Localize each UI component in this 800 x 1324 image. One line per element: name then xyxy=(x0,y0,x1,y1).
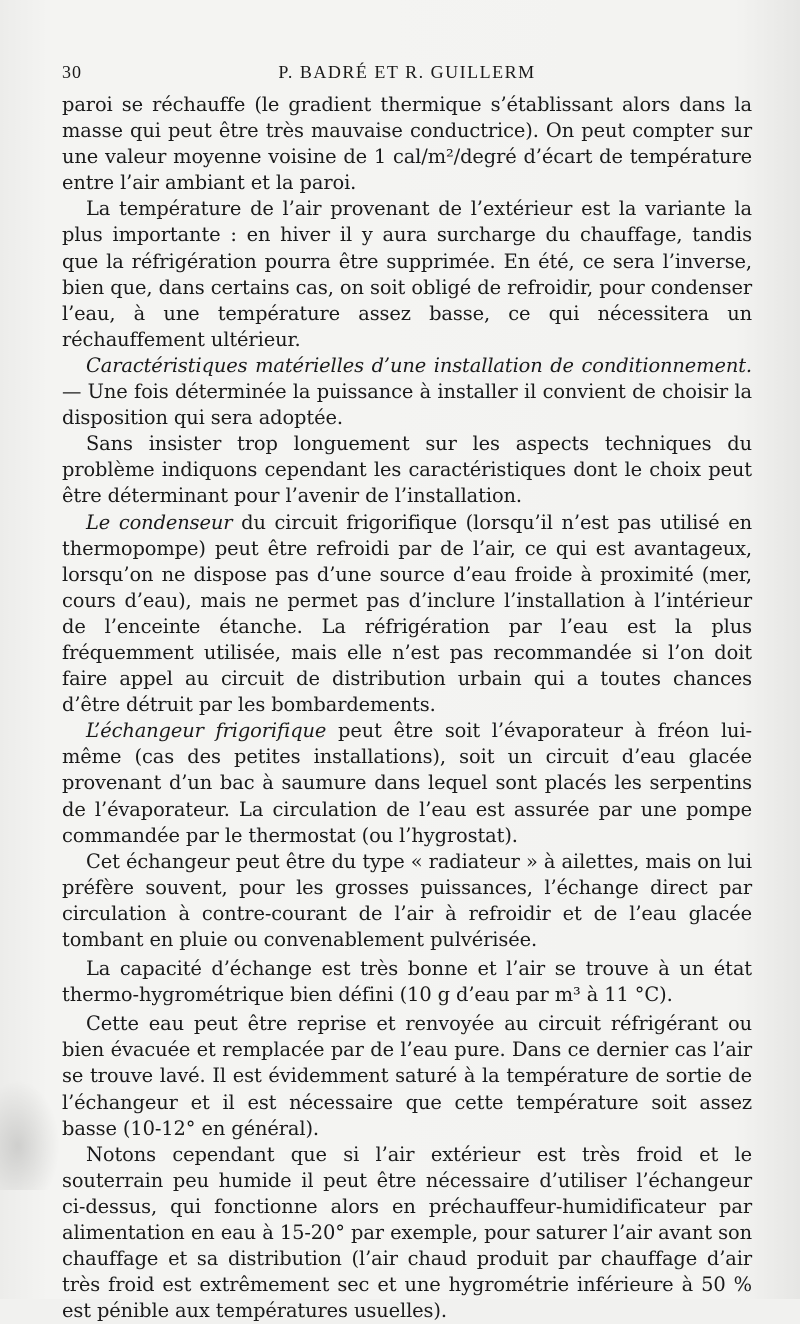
paragraph xyxy=(62,431,752,509)
paragraph-text: La capacité d’échange est très bonne et l’air se trouve à un état thermo-hygrométrique bien défini (10 g d’eau par m³ à 11 °C). xyxy=(62,957,752,1007)
paragraph-text: Cette eau peut être reprise et renvoyée au circuit réfrigérant ou bien évacuée et remplacée par de l’eau pure. Dans ce dernier cas l’air se trouve lavé. Il est évidemment saturé à la température de sortie de l’échangeur et il est nécessaire que cette température soit assez basse (10-12° en général). xyxy=(62,1012,752,1140)
section-heading: Caractéristiques matérielles d’une installation de conditionnement. xyxy=(86,353,752,377)
paragraph-text: Sans insister trop longuement sur les aspects techniques du problème indiquons cependant les caractéristiques dont le choix peut être déterminant pour l’avenir de l’installation. xyxy=(62,432,752,508)
paragraph-text: Cet échangeur peut être du type « radiateur » à ailettes, mais on lui préfère souvent, pour les grosses puissances, l’échange direct par circulation à contre-courant de l’air à refroidir et de l’eau glacée tombant en pluie ou convenablement pulvérisée. xyxy=(62,849,752,951)
paragraph-text: peut être soit l’évaporateur à fréon lui-même (cas des petites installations), soit un circuit d’eau glacée provenant d’un bac à saumure dans lequel sont placés les serpentins de l’évaporateur. La circulation de l’eau est assurée par une pompe commandée par le thermostat (ou l’hygrostat). xyxy=(62,719,752,847)
page-number: 30 xyxy=(62,62,82,82)
scan-smudge xyxy=(0,1080,60,1190)
paragraph xyxy=(62,1011,752,1141)
running-title: P. BADRÉ ET R. GUILLERM xyxy=(278,62,536,82)
body-text xyxy=(62,92,752,1324)
paragraph xyxy=(62,92,752,196)
paragraph xyxy=(62,510,752,719)
paragraph xyxy=(62,956,752,1008)
paragraph xyxy=(62,849,752,953)
paragraph-text: La température de l’air provenant de l’extérieur est la variante la plus importante : en hiver il y aura surcharge du chauffage, tandis que la réfrigération pourra être supprimée. En été, ce sera l’inverse, bien que, dans certains cas, on soit obligé de refroidir, pour condenser l’eau, à une température assez basse, ce qui nécessitera un réchauffement ultérieur. xyxy=(62,197,752,351)
paragraph-text: paroi se réchauffe (le gradient thermique s’établissant alors dans la masse qui peut être très mauvaise conductrice). On peut compter sur une valeur moyenne voisine de 1 cal/m²/degré d’écart de température entre l’air ambiant et la paroi. xyxy=(62,93,752,195)
paragraph xyxy=(62,1142,752,1324)
running-header xyxy=(62,62,752,90)
paragraph xyxy=(62,718,752,848)
term-heading: Le condenseur xyxy=(86,510,233,534)
paragraph-text: Notons cependant que si l’air extérieur est très froid et le souterrain peu humide il peut être nécessaire d’utiliser l’échangeur ci-dessus, qui fonctionne alors en préchauffeur-humidificateur par alimentation en eau à 15-20° par exemple, pour saturer l’air avant son chauffage et sa distribution (l’air chaud produit par chauffage d’air très froid est extrêmement sec et une hygrométrie inférieure à 50 % est pénible aux températures usuelles). xyxy=(62,1142,752,1323)
paragraph-text: — Une fois déterminée la puissance à installer il convient de choisir la disposition qui sera adoptée. xyxy=(62,380,752,430)
term-heading: L’échangeur frigorifique xyxy=(86,719,327,743)
paragraph xyxy=(62,353,752,431)
paragraph-text: du circuit frigorifique (lorsqu’il n’est pas utilisé en thermopompe) peut être refroidi par de l’air, ce qui est avantageux, lorsqu’on ne dispose pas d’une source d’eau froide à proximité (mer, cours d’eau), mais ne permet pas d’inclure l’installation à l’intérieur de l’enceinte étanche. La réfrigération par l’eau est la plus fréquemment utilisée, mais elle n’est pas recommandée si l’on doit faire appel au circuit de distribution urbain qui a toutes chances d’être détruit par les bombardements. xyxy=(62,510,752,717)
paragraph xyxy=(62,196,752,353)
